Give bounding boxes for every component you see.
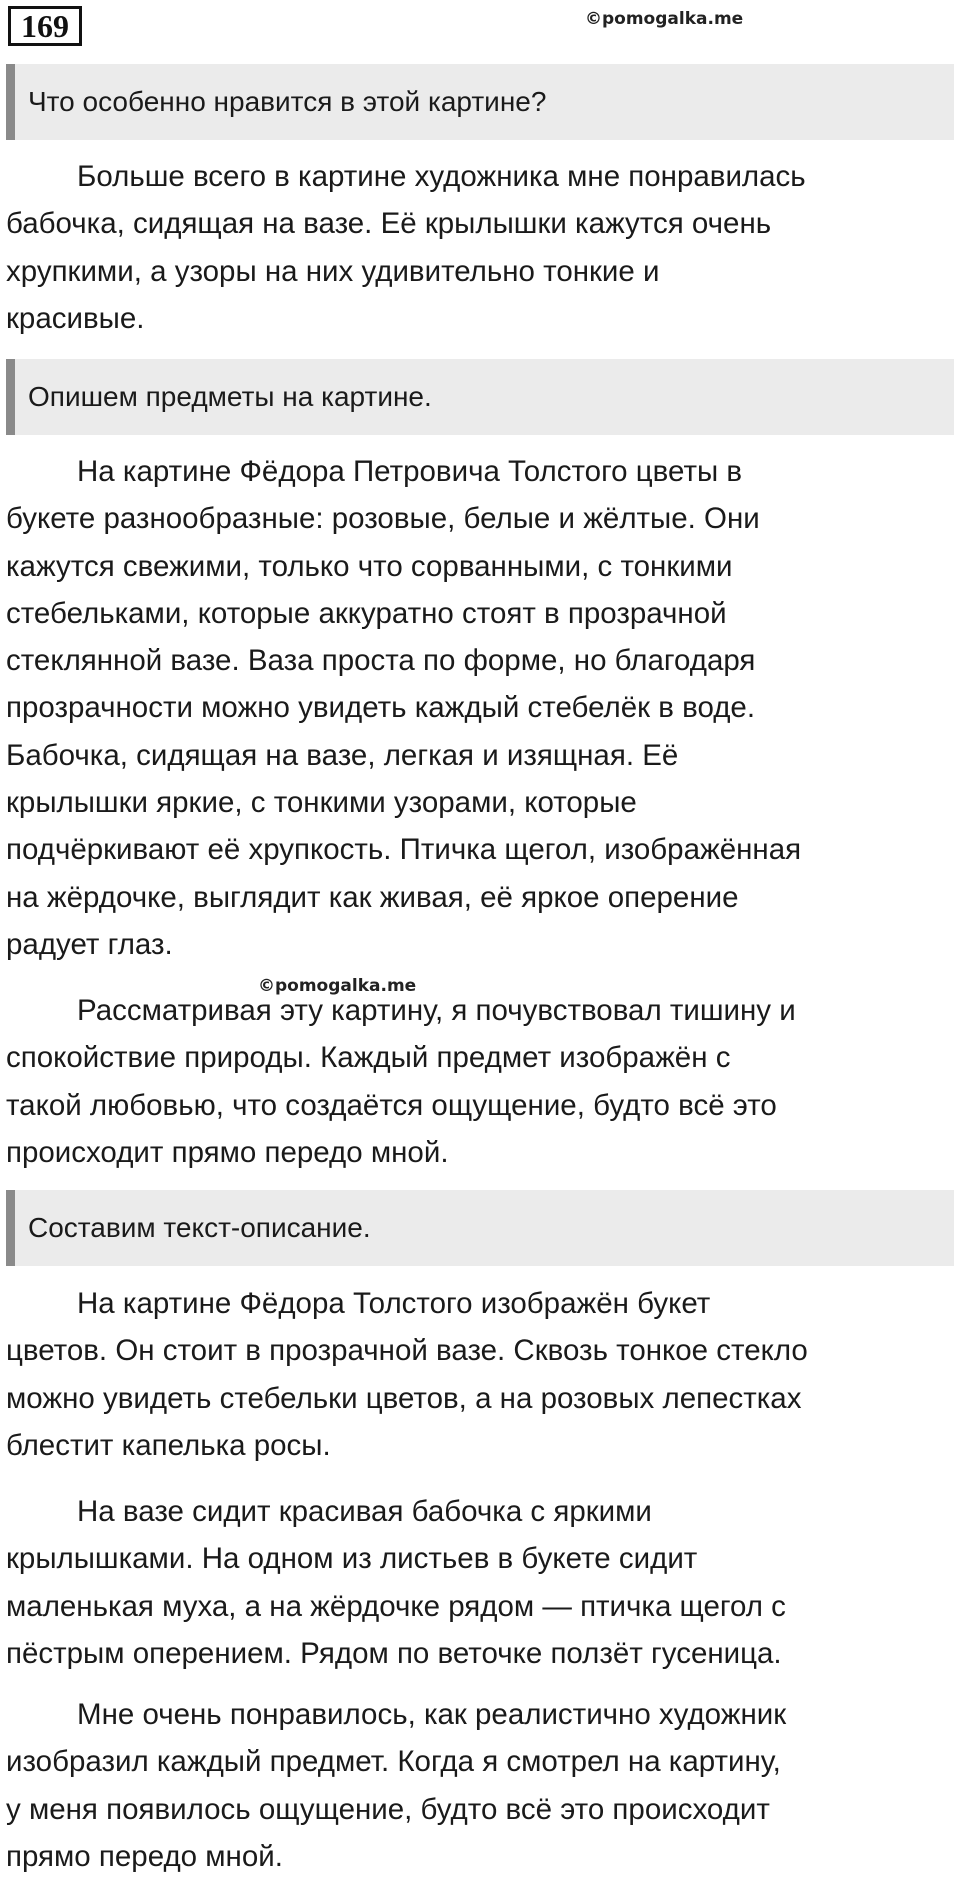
watermark-middle: ©pomogalka.me — [258, 976, 417, 996]
text-line: стебельками, которые аккуратно стоят в прозрачной — [6, 596, 727, 630]
text-line: маленькая муха, а на жёрдочке рядом — птичка щегол с — [6, 1589, 786, 1623]
text-line: хрупкими, а узоры на них удивительно тонкие и — [6, 254, 660, 288]
text-line: крылышками. На одном из листьев в букете сидит — [6, 1542, 698, 1576]
paragraph-impression — [6, 987, 954, 1176]
text-line: красивые. — [6, 301, 145, 335]
text-line: можно увидеть стебельки цветов, а на розовых лепестках — [6, 1381, 802, 1415]
watermark-top: ©pomogalka.me — [585, 9, 744, 29]
paragraph-description-2 — [6, 1488, 954, 1677]
paragraph-description-3 — [6, 1691, 954, 1880]
text-line: цветов. Он стоит в прозрачной вазе. Сквозь тонкое стекло — [6, 1334, 808, 1368]
text-line: Рассматривая эту картину, я почувствовал тишину и — [77, 994, 796, 1027]
text-line: подчёркивают её хрупкость. Птичка щегол, изображённая — [6, 833, 802, 867]
text-line: изобразил каждый предмет. Когда я смотрел на картину, — [6, 1745, 781, 1779]
paragraph-favorite — [6, 153, 954, 342]
text-line: Больше всего в картине художника мне понравилась — [77, 160, 806, 193]
paragraph-description-1 — [6, 1280, 954, 1469]
text-line: букете разнообразные: розовые, белые и жёлтые. Они — [6, 502, 760, 536]
text-line: бабочка, сидящая на вазе. Её крылышки кажутся очень — [6, 207, 772, 241]
text-line: На картине Фёдора Петровича Толстого цветы в — [77, 455, 743, 488]
text-line: спокойствие природы. Каждый предмет изображён с — [6, 1041, 731, 1075]
text-line: прямо передо мной. — [6, 1839, 283, 1873]
text-line: стеклянной вазе. Ваза проста по форме, но благодаря — [6, 644, 756, 678]
text-line: прозрачности можно увидеть каждый стебелёк в воде. — [6, 691, 756, 725]
text-line: такой любовью, что создаётся ощущение, будто всё это — [6, 1088, 777, 1122]
text-line: пёстрым оперением. Рядом по веточке ползёт гусеница. — [6, 1636, 782, 1670]
paragraph-objects — [6, 448, 954, 968]
section-header-description: Составим текст-описание. — [6, 1190, 954, 1266]
section-header-favorite: Что особенно нравится в этой картине? — [6, 64, 954, 140]
text-line: Мне очень понравилось, как реалистично художник — [77, 1698, 787, 1731]
text-line: кажутся свежими, только что сорванными, с тонкими — [6, 549, 733, 583]
text-line: у меня появилось ощущение, будто всё это происходит — [6, 1792, 770, 1826]
text-line: крылышки яркие, с тонкими узорами, которые — [6, 786, 637, 820]
text-line: На вазе сидит красивая бабочка с яркими — [77, 1495, 652, 1528]
text-line: блестит капелька росы. — [6, 1428, 331, 1462]
text-line: На картине Фёдора Толстого изображён букет — [77, 1287, 711, 1320]
task-number-badge: 169 — [8, 6, 82, 46]
text-line: происходит прямо передо мной. — [6, 1135, 449, 1169]
text-line: Бабочка, сидящая на вазе, легкая и изящная. Её — [6, 738, 679, 772]
section-header-objects: Опишем предметы на картине. — [6, 359, 954, 435]
text-line: на жёрдочке, выглядит как живая, её яркое оперение — [6, 880, 739, 914]
text-line: радует глаз. — [6, 927, 173, 961]
